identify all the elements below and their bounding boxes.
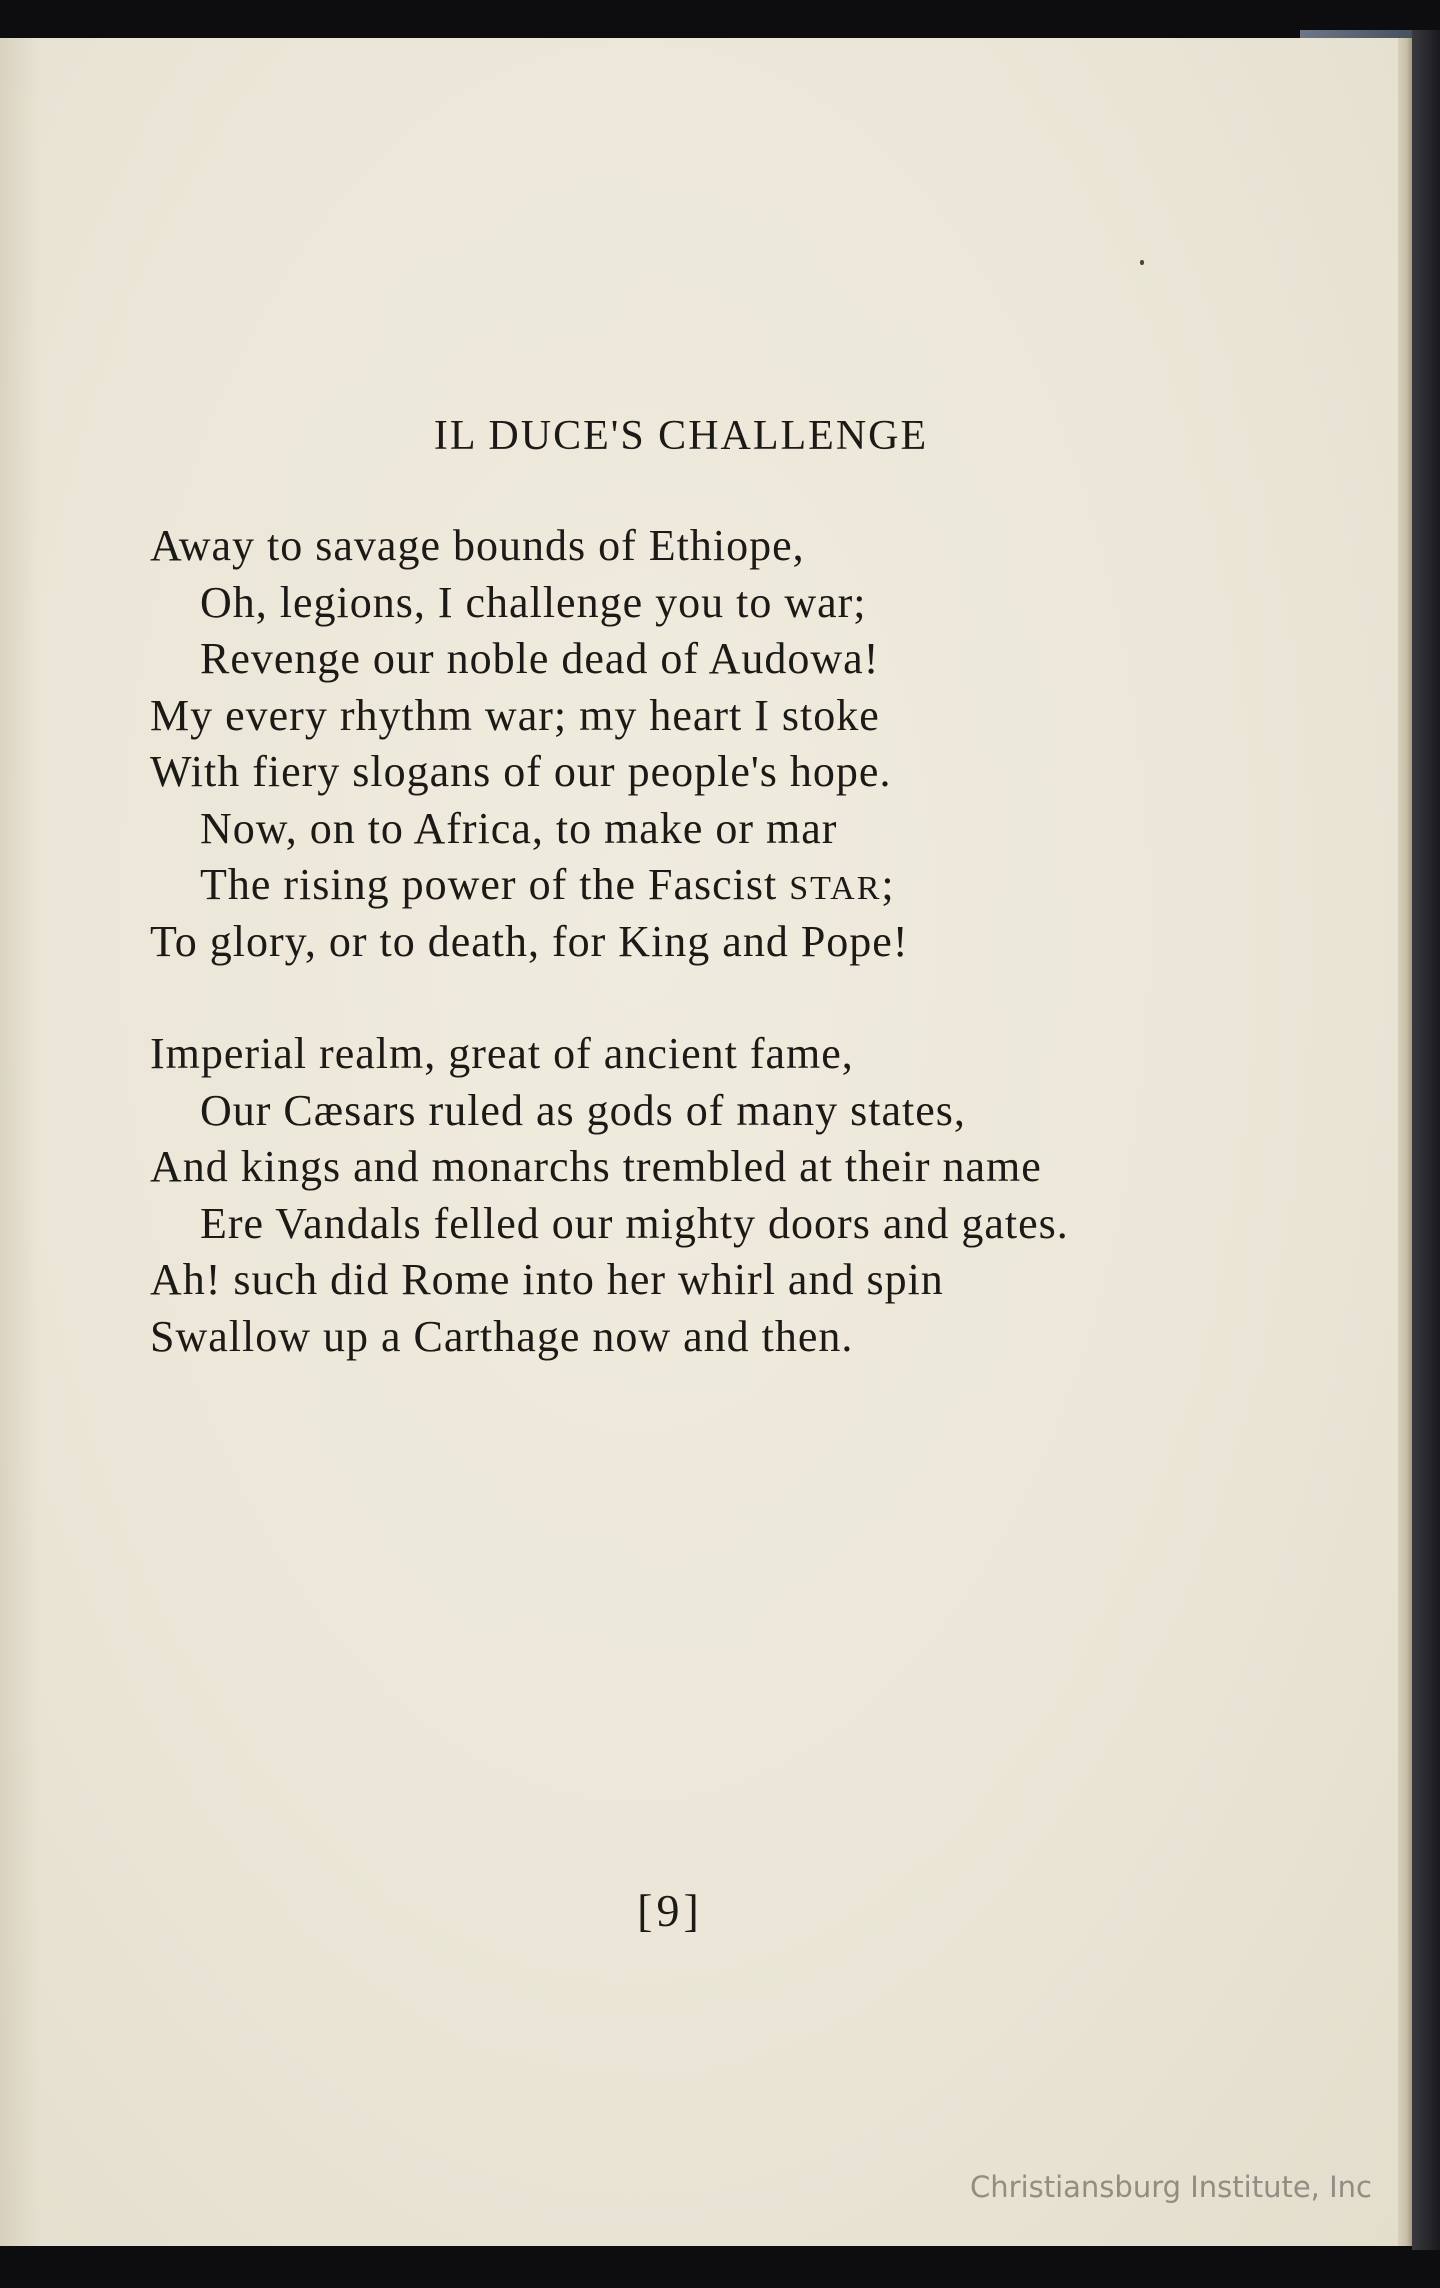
poem-line	[150, 914, 1069, 971]
stanza-break	[150, 970, 1069, 1026]
poem-line	[150, 575, 1069, 632]
poem-line-text: Ere Vandals felled our mighty doors and gates.	[200, 1198, 1069, 1248]
poem-line	[150, 1196, 1069, 1253]
poem-line	[150, 631, 1069, 688]
poem-line-text: With fiery slogans of our people's hope.	[150, 747, 892, 796]
poem-title: IL DUCE'S CHALLENGE	[433, 413, 929, 459]
poem-line-text: Ah! such did Rome into her whirl and spin	[150, 1255, 944, 1304]
poem-line-text: Now, on to Africa, to make or mar	[200, 803, 838, 853]
poem-line	[150, 1252, 1069, 1309]
poem-line	[150, 1309, 1069, 1366]
poem-line	[150, 744, 1069, 801]
poem-line-text: Our Cæsars ruled as gods of many states,	[200, 1085, 966, 1135]
book-cover-spine	[1412, 30, 1440, 2250]
poem-line-text: Revenge our noble dead of Audowa!	[200, 634, 880, 683]
poem-line-text: To glory, or to death, for King and Pope!	[150, 916, 909, 966]
page-number: [9]	[637, 1885, 703, 1936]
paper-speck	[1140, 260, 1144, 265]
poem-line	[150, 1083, 1069, 1140]
poem-line-text: And kings and monarchs trembled at their name	[150, 1142, 1042, 1191]
poem-line-text: Away to savage bounds of Ethiope,	[150, 521, 805, 570]
poem-line	[150, 801, 1069, 858]
poem-line	[150, 1139, 1069, 1196]
poem-line	[150, 857, 1069, 914]
poem-line-text: Swallow up a Carthage now and then.	[150, 1311, 854, 1361]
watermark-text: Christiansburg Institute, Inc	[970, 2170, 1372, 2204]
poem-line-text: The rising power of the Fascist	[200, 860, 790, 909]
poem-line-text: My every rhythm war; my heart I stoke	[150, 690, 880, 740]
poem-body	[150, 518, 1069, 1365]
page-edge	[1398, 38, 1412, 2246]
poem-line-smallcaps: STAR	[789, 870, 882, 907]
poem-line	[150, 518, 1069, 575]
poem-line	[150, 1026, 1069, 1083]
poem-line	[150, 688, 1069, 745]
poem-line-punctuation: ;	[881, 860, 895, 909]
poem-line-text: Oh, legions, I challenge you to war;	[200, 577, 867, 627]
poem-line-text: Imperial realm, great of ancient fame,	[150, 1029, 854, 1078]
